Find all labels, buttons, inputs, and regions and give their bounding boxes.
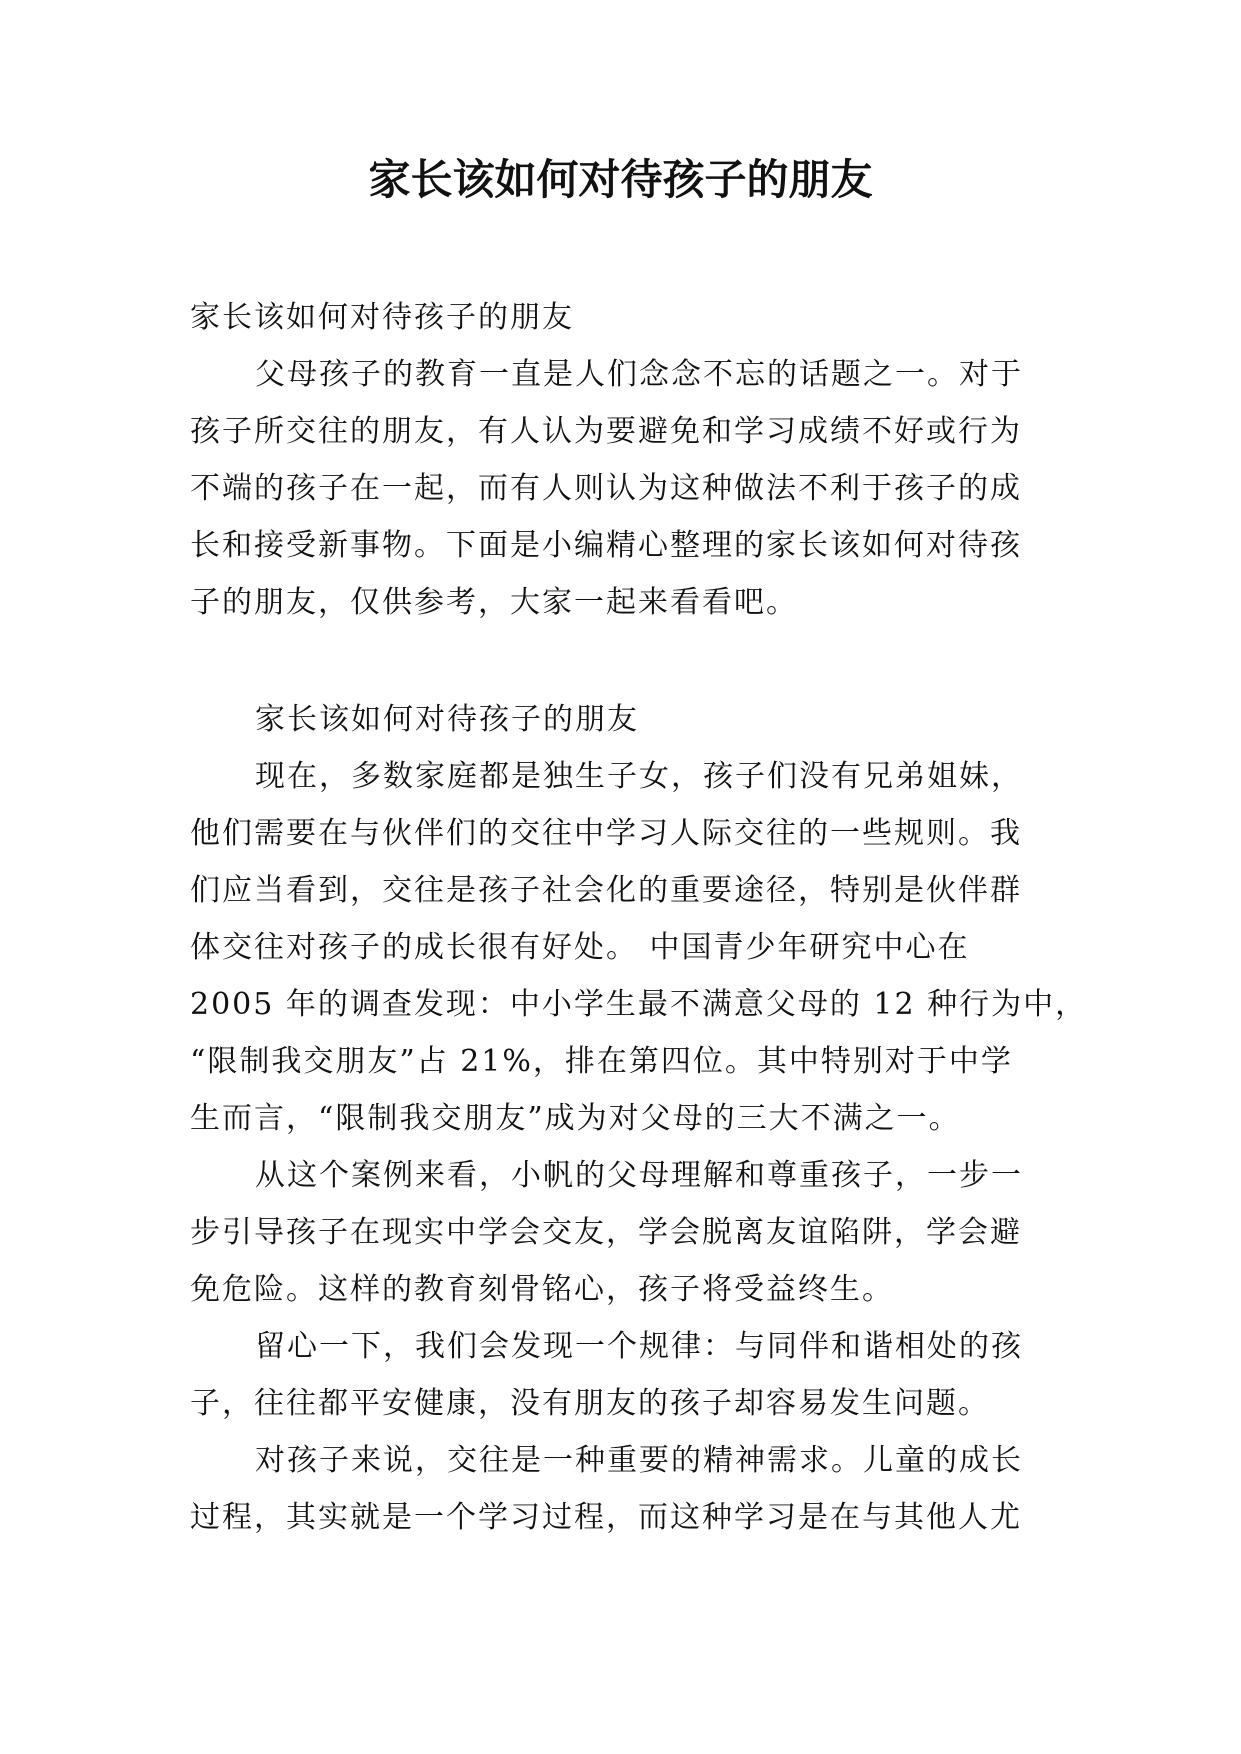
text-line: 从这个案例来看，小帆的父母理解和尊重孩子，一步一 (255, 1158, 1023, 1193)
text-line: 免危险。这样的教育刻骨铭心，孩子将受益终生。 (190, 1272, 894, 1307)
text-line: 子，往往都平安健康，没有朋友的孩子却容易发生问题。 (190, 1386, 990, 1421)
text-line: 现在，多数家庭都是独生子女，孩子们没有兄弟姐妹， (255, 759, 1023, 794)
text-line: 不端的孩子在一起，而有人则认为这种做法不利于孩子的成 (190, 471, 1022, 506)
text-line: 对孩子来说，交往是一种重要的精神需求。儿童的成长 (255, 1443, 1023, 1478)
text-line: 步引导孩子在现实中学会交友，学会脱离友谊陷阱，学会避 (190, 1215, 1022, 1250)
text-line: 孩子所交往的朋友，有人认为要避免和学习成绩不好或行为 (190, 414, 1022, 449)
text-line: 留心一下，我们会发现一个规律：与同伴和谐相处的孩 (255, 1329, 1023, 1364)
text-line: “限制我交朋友”占 21%，排在第四位。其中特别对于中学 (190, 1044, 1013, 1079)
document-title: 家长该如何对待孩子的朋友 (368, 155, 873, 204)
text-line: 长和接受新事物。下面是小编精心整理的家长该如何对待孩 (190, 528, 1022, 563)
text-line: 父母孩子的教育一直是人们念念不忘的话题之一。对于 (255, 357, 1023, 392)
text-line: 生而言，“限制我交朋友”成为对父母的三大不满之一。 (190, 1101, 961, 1136)
section-heading: 家长该如何对待孩子的朋友 (255, 702, 639, 737)
text-line: 过程，其实就是一个学习过程，而这种学习是在与其他人尤 (190, 1500, 1022, 1535)
text-line: 他们需要在与伙伴们的交往中学习人际交往的一些规则。我 (190, 816, 1022, 851)
text-line: 体交往对孩子的成长很有好处。 中国青少年研究中心在 (190, 930, 970, 965)
text-line: 们应当看到，交往是孩子社会化的重要途径，特别是伙伴群 (190, 873, 1022, 908)
text-line: 2005 年的调查发现：中小学生最不满意父母的 12 种行为中， (190, 987, 1088, 1022)
subtitle-line: 家长该如何对待孩子的朋友 (190, 300, 574, 335)
text-line: 子的朋友，仅供参考，大家一起来看看吧。 (190, 585, 798, 620)
